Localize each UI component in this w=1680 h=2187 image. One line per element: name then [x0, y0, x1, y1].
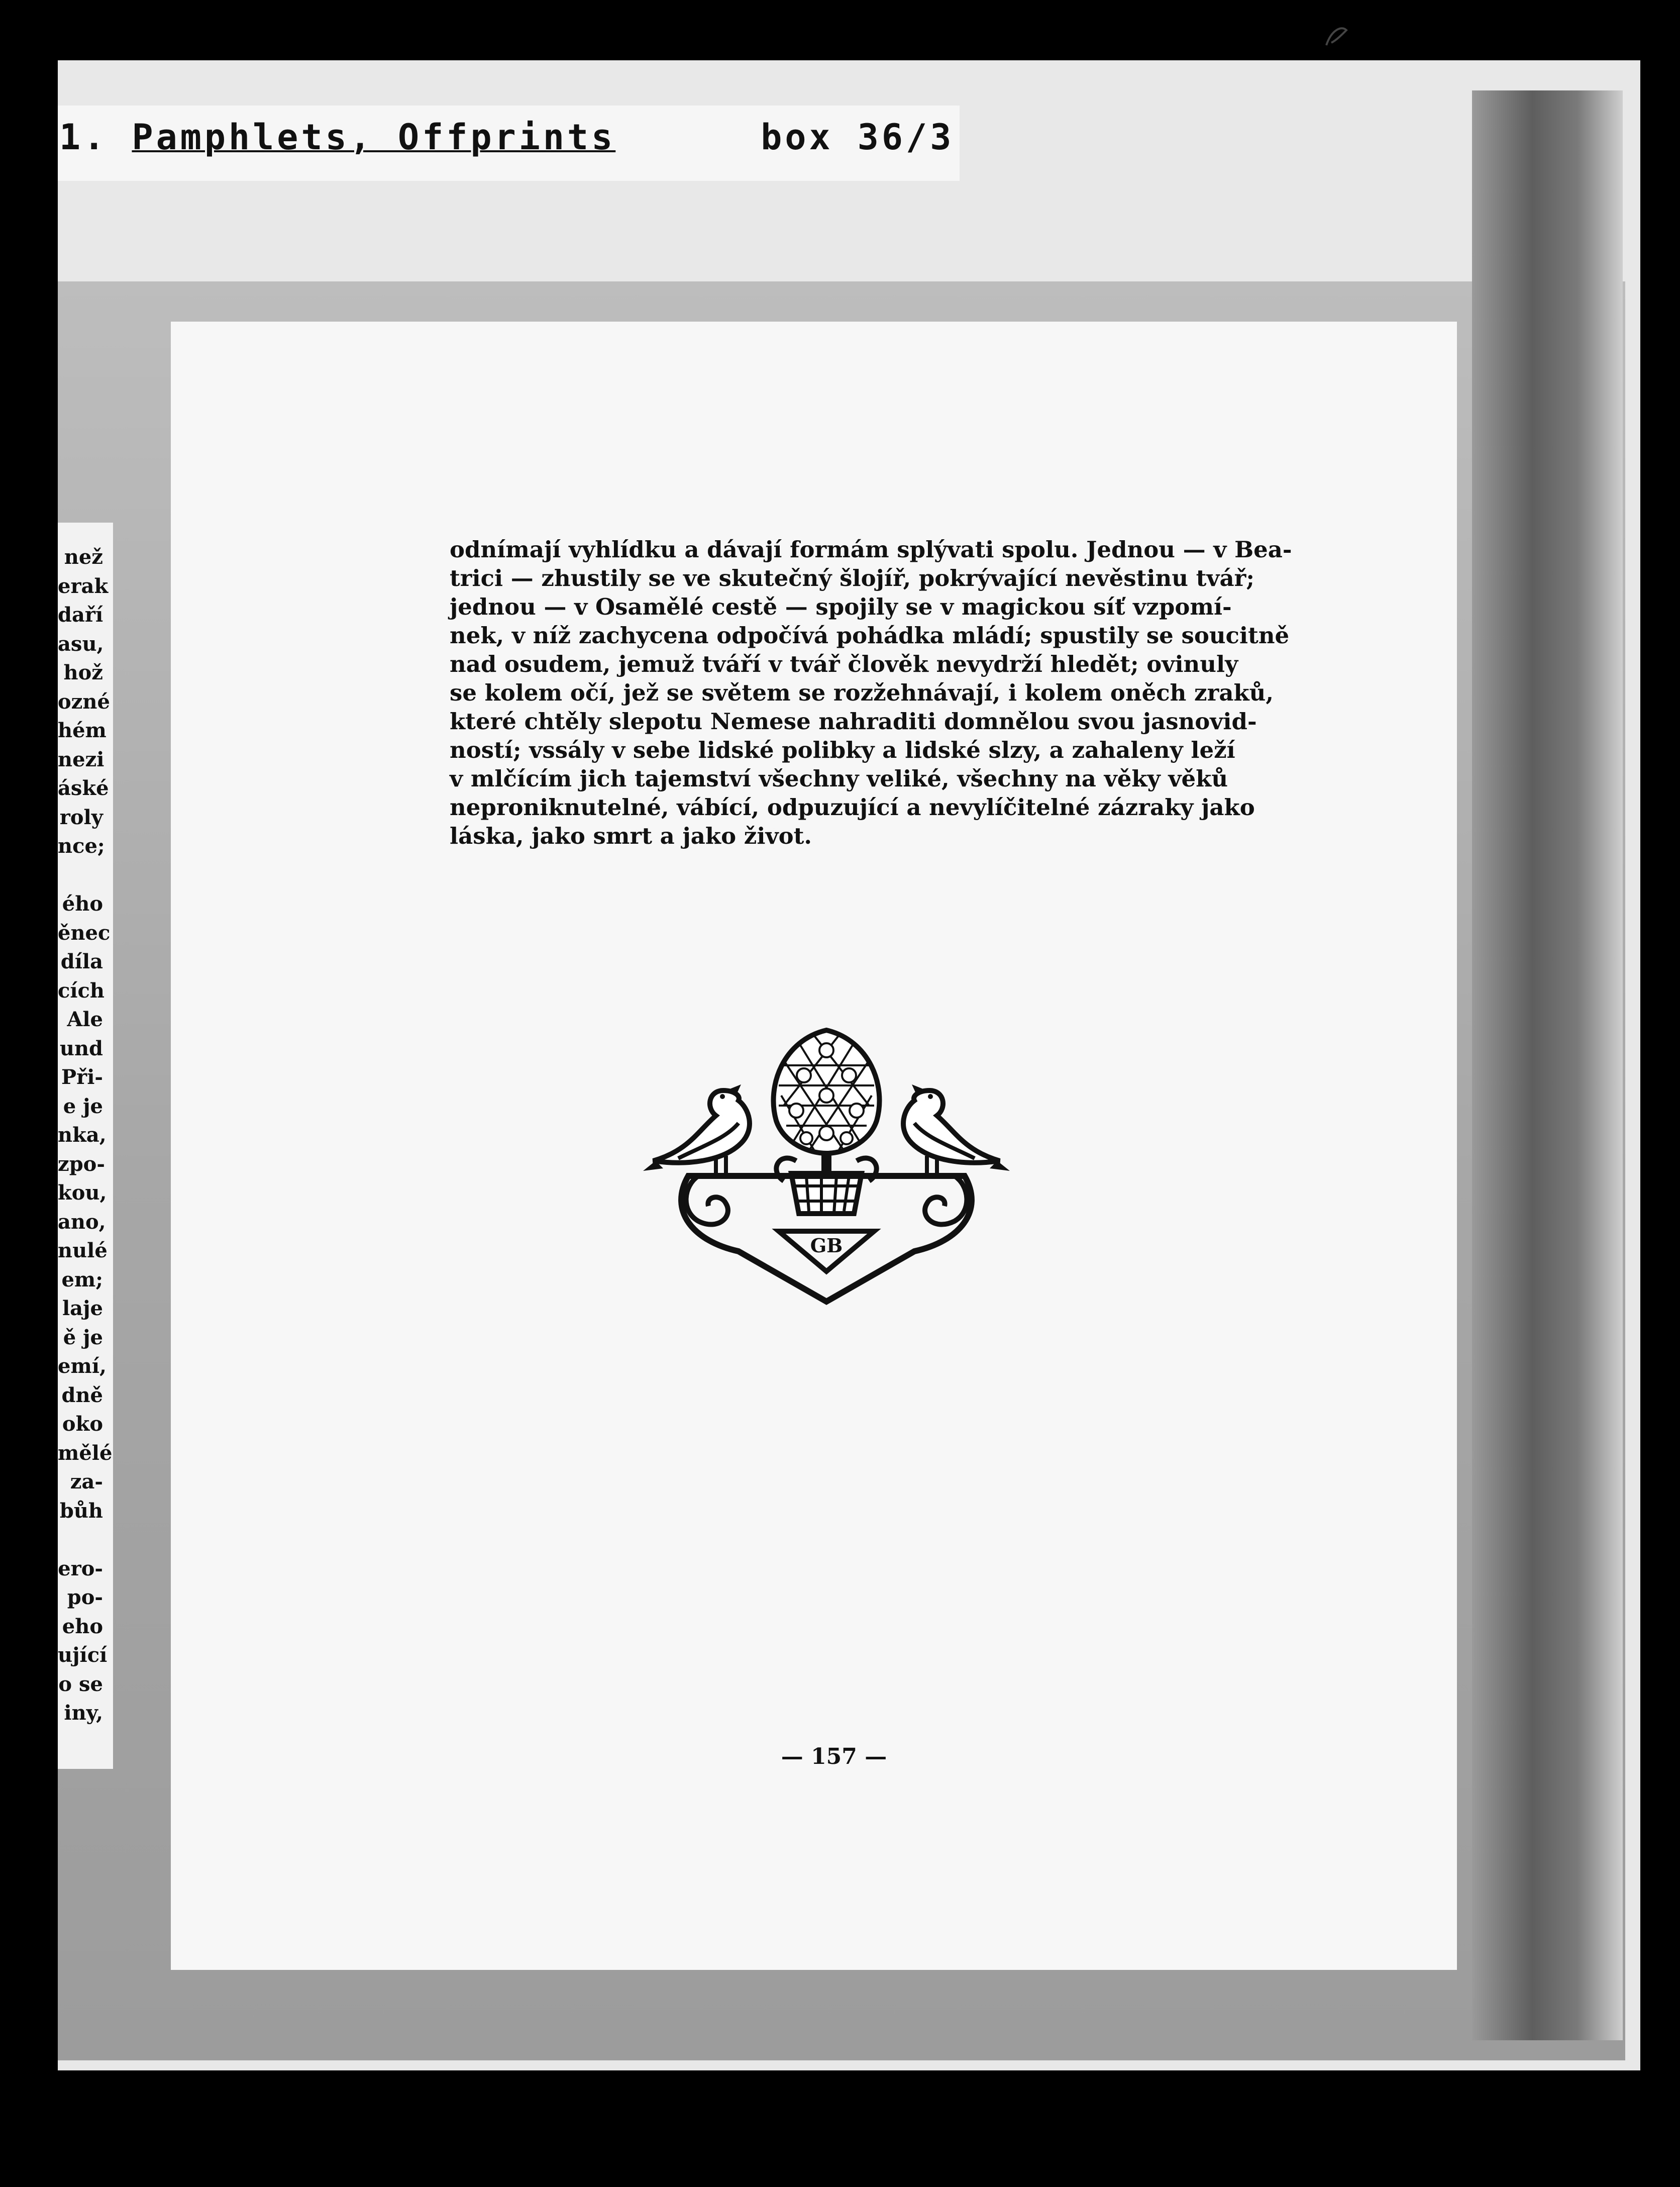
text-fragment: roly — [59, 805, 103, 829]
text-fragment: laje — [62, 1297, 103, 1320]
text-fragment: e je — [63, 1094, 103, 1118]
body-line: láska, jako smrt a jako život. — [450, 823, 812, 849]
page-number: — 157 — — [781, 1744, 887, 1769]
text-fragment: kou, — [58, 1181, 107, 1205]
body-line: nek, v níž zachycena odpočívá pohádka mládí; spustily se soucitně — [450, 622, 1290, 649]
text-fragment: než — [64, 545, 103, 569]
text-fragment: ěnec — [58, 921, 111, 945]
text-fragment: nka, — [58, 1123, 107, 1147]
text-fragment: ero- — [58, 1556, 103, 1580]
text-fragment: iny, — [64, 1701, 103, 1725]
catalog-label-title: Pamphlets, Offprints — [132, 117, 616, 158]
text-fragment: za- — [70, 1470, 103, 1494]
text-fragment: bůh — [59, 1499, 103, 1523]
text-fragment: em; — [61, 1267, 103, 1291]
text-fragment: díla — [60, 950, 103, 973]
text-fragment: emí, — [58, 1354, 107, 1378]
text-fragment: ozné — [58, 689, 110, 714]
catalog-label-prefix: 1. — [59, 117, 132, 158]
body-line: neproniknutelné, vábící, odpuzující a nevylíčitelné zázraky jako — [450, 794, 1255, 821]
text-fragment: o se — [58, 1672, 103, 1696]
body-paragraph — [450, 535, 1292, 850]
text-fragment: ě je — [63, 1325, 103, 1349]
catalog-label-box: box 36/3 — [761, 117, 955, 158]
text-fragment: áské — [58, 776, 109, 800]
body-line: se kolem očí, jež se světem se rozžehnávají, i kolem oněch zraků, — [450, 679, 1274, 706]
back-sheet-edge — [1472, 90, 1623, 2040]
text-fragment: ého — [62, 892, 103, 916]
text-fragment — [58, 1525, 103, 1554]
text-fragment: nulé — [58, 1239, 108, 1262]
text-fragment: eho — [62, 1614, 103, 1638]
emblem-monogram: GB — [810, 1234, 843, 1257]
body-line: odnímají vyhlídku a dávají formám splývati spolu. Jednou — v Bea- — [450, 536, 1292, 563]
text-fragment: Při- — [61, 1065, 103, 1089]
text-fragment: oko — [62, 1412, 103, 1436]
body-line: trici — zhustily se ve skutečný šlojíř, pokrývající nevěstinu tvář; — [450, 565, 1254, 591]
body-line: v mlčícím jich tajemství všechny veliké, všechny na věky věků — [450, 765, 1228, 792]
corner-pencil-mark-icon — [1321, 20, 1351, 50]
body-line: jednou — v Osamělé cestě — spojily se v magickou síť vzpomí- — [450, 593, 1232, 620]
text-fragment: hém — [58, 719, 107, 742]
text-fragment: po- — [67, 1585, 103, 1609]
text-fragment — [58, 861, 103, 890]
text-fragment: nce; — [58, 834, 105, 858]
text-fragment: hož — [63, 661, 103, 684]
previous-page-text-fragments — [58, 543, 113, 1728]
text-fragment: asu, — [58, 632, 104, 656]
body-line: které chtěly slepotu Nemese nahraditi domnělou svou jasnovid- — [450, 708, 1257, 735]
text-fragment: daří — [58, 603, 103, 627]
text-fragment: ující — [58, 1643, 108, 1667]
text-fragment: zpo- — [58, 1152, 105, 1176]
catalog-label — [59, 117, 954, 158]
text-fragment: erak — [58, 574, 109, 598]
text-fragment: und — [59, 1036, 103, 1060]
body-line: nad osudem, jemuž tváří v tvář člověk nevydrží hledět; ovinuly — [450, 651, 1238, 677]
text-fragment: ano, — [58, 1210, 106, 1234]
text-fragment: dně — [61, 1383, 103, 1407]
text-fragment: mělé — [58, 1441, 113, 1465]
text-fragment: nezi — [58, 747, 104, 771]
text-fragment: cích — [58, 978, 104, 1003]
body-line: ností; vssály v sebe lidské polibky a lidské slzy, a zahaleny leží — [450, 737, 1235, 763]
birds-and-tree-vignette-icon — [633, 1020, 1020, 1312]
text-fragment: Ale — [67, 1008, 103, 1031]
